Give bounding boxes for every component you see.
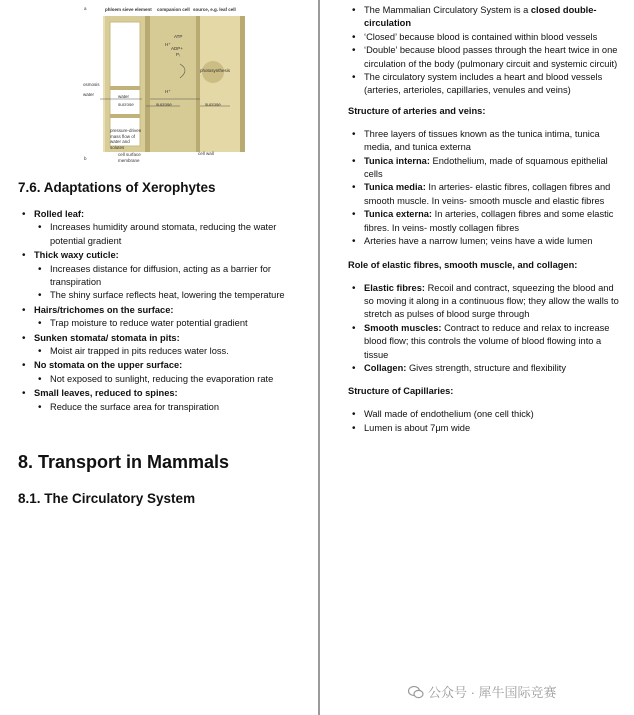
water-label: water — [83, 92, 95, 97]
list-item: • ‘Closed’ because blood is contained within blood vessels — [348, 31, 624, 44]
adaptation-label: Rolled leaf: — [34, 209, 85, 219]
bold-term: Tunica interna: — [364, 155, 430, 166]
heading-elastic-fibres: Role of elastic fibres, smooth muscle, and collagen: — [348, 259, 578, 270]
arteries-veins-list — [348, 128, 624, 249]
adaptation-label: Hairs/trichomes on the surface: — [34, 304, 174, 315]
list-item: • The shiny surface reflects heat, lowering the temperature — [34, 289, 286, 302]
adaptation-sublist — [34, 221, 286, 248]
wechat-icon — [408, 685, 424, 699]
adaptation-sublist — [34, 373, 286, 386]
list-item: • Collagen: Gives strength, structure and flexibility — [348, 362, 624, 375]
list-item: • Elastic fibres: Recoil and contract, squeezing the blood and so moving it along in a continuous flow; they allow the walls to stretch as pulses of blood surge through — [348, 282, 624, 322]
phloem-loading-diagram — [80, 4, 260, 164]
heading-capillaries: Structure of Capillaries: — [348, 386, 454, 397]
list-item: • Tunica externa: In arteries, collagen fibres and some elastic fibres. In veins- mostly collagen fibres — [348, 208, 624, 235]
adaptation-sublist — [34, 263, 286, 303]
list-item: • Smooth muscles: Contract to reduce and relax to increase blood flow; this controls the volume of blood flowing into a tissue — [348, 322, 624, 362]
pi-label: Pᵢ — [176, 52, 180, 57]
heading-8: 8. Transport in Mammals — [18, 452, 230, 472]
circulatory-intro-list — [348, 4, 624, 98]
bold-term: Elastic fibres: — [364, 282, 425, 293]
list-item: • Not exposed to sunlight, reducing the evaporation rate — [34, 373, 286, 386]
bold-term: Tunica media: — [364, 182, 426, 193]
column-divider — [318, 0, 320, 715]
list-item: • Trap moisture to reduce water potential gradient — [34, 317, 286, 330]
list-item: • Tunica media: In arteries- elastic fibres, collagen fibres and smooth muscle. In veins- smooth muscle and elastic fibres — [348, 181, 624, 208]
atp-label: ATP — [174, 34, 183, 39]
heading-7-6: 7.6. Adaptations of Xerophytes — [18, 180, 216, 195]
sucrose-label-3: sucrose — [205, 102, 221, 107]
adaptation-sublist — [34, 317, 286, 330]
sucrose-label-1: sucrose — [118, 102, 134, 107]
xerophyte-adaptations-list — [18, 208, 286, 414]
water-label-2: water — [118, 94, 130, 99]
pressure-flow-label: pressure-driven mass flow of water and solutes — [110, 128, 142, 150]
photosynthesis-label: photosynthesis — [200, 68, 231, 73]
cell-wall-label: cell wall — [198, 151, 214, 156]
h-plus-label-2: H⁺ — [165, 89, 171, 94]
adaptation-label: Thick waxy cuticle: — [34, 250, 119, 261]
bold-term: Collagen: — [364, 362, 407, 373]
list-item — [18, 208, 286, 248]
list-item — [18, 249, 286, 303]
list-item: • ‘Double’ because blood passes through the heart twice in one circulation of the body (pulmonary circuit and systemic circuit) — [348, 44, 624, 71]
list-item — [18, 332, 286, 359]
footer-watermark — [408, 682, 557, 701]
cell-surface-label: cell surface membrane — [118, 152, 141, 163]
adaptation-label: Small leaves, reduced to spines: — [34, 388, 178, 399]
list-item: • The circulatory system includes a heart and blood vessels (arteries, arterioles, capillaries, venules and veins) — [348, 71, 624, 98]
list-item: • Three layers of tissues known as the tunica intima, tunica media, and tunica externa — [348, 128, 624, 155]
source-column-label: source, e.g. leaf cell — [193, 7, 236, 12]
list-item — [18, 304, 286, 331]
panel-b-label: b — [84, 156, 87, 161]
footer-text: 公众号 · 犀牛国际竞赛 — [428, 685, 557, 700]
adaptation-sublist — [34, 345, 286, 358]
heading-8-1: 8.1. The Circulatory System — [18, 491, 196, 506]
h-plus-label-1: H⁺ — [165, 42, 171, 47]
list-item — [18, 359, 286, 386]
capillaries-list — [348, 408, 624, 435]
sucrose-label-2: sucrose — [156, 102, 172, 107]
list-item: • Lumen is about 7μm wide — [348, 422, 624, 435]
adp-label: ADP+ — [171, 46, 183, 51]
adaptation-label: Sunken stomata/ stomata in pits: — [34, 332, 180, 343]
bold-term: closed double-circulation — [364, 5, 597, 29]
panel-a-label: a — [84, 6, 87, 11]
adaptation-sublist — [34, 401, 286, 414]
osmosis-label: osmosis — [83, 82, 100, 87]
heading-arteries-veins: Structure of arteries and veins: — [348, 105, 486, 116]
companion-column-label: companion cell — [157, 7, 190, 12]
list-item: • Increases distance for diffusion, acting as a barrier for transpiration — [34, 263, 286, 290]
list-item: • The Mammalian Circulatory System is a closed double-circulation — [348, 4, 624, 31]
list-item: • Wall made of endothelium (one cell thick) — [348, 408, 624, 421]
list-item: • Moist air trapped in pits reduces water loss. — [34, 345, 286, 358]
diagram-graphic — [80, 4, 260, 164]
adaptation-label: No stomata on the upper surface: — [34, 360, 183, 371]
bold-term: Tunica externa: — [364, 209, 433, 220]
list-item: • Increases humidity around stomata, reducing the water potential gradient — [34, 221, 286, 248]
bold-term: Smooth muscles: — [364, 322, 442, 333]
list-item: • Tunica interna: Endothelium, made of squamous epithelial cells — [348, 155, 624, 182]
list-item: • Reduce the surface area for transpiration — [34, 401, 286, 414]
elastic-fibres-list — [348, 282, 624, 376]
right-column — [348, 4, 624, 435]
phloem-column-label: phloem sieve element — [105, 7, 152, 12]
list-item: • Arteries have a narrow lumen; veins have a wide lumen — [348, 235, 624, 248]
list-item — [18, 387, 286, 414]
